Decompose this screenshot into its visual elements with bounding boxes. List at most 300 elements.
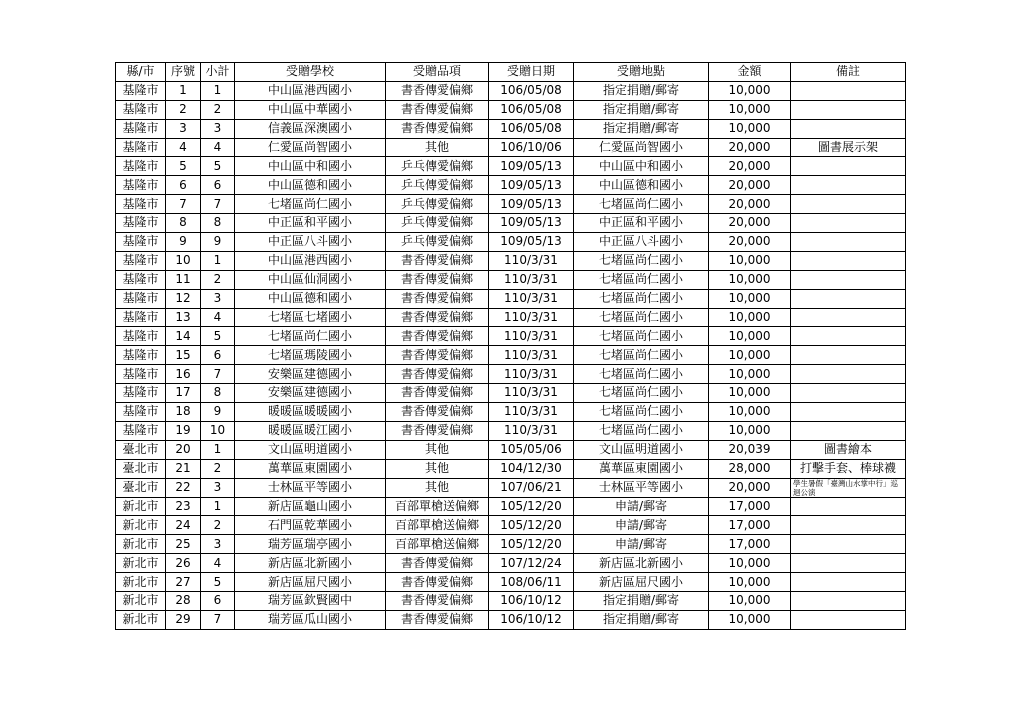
table-row bbox=[116, 440, 906, 459]
cell-school: 七堵區瑪陵國小 bbox=[235, 346, 386, 365]
cell-county: 基隆市 bbox=[116, 100, 166, 119]
cell-county: 基隆市 bbox=[116, 327, 166, 346]
cell-remark bbox=[791, 327, 906, 346]
header-item: 受贈品項 bbox=[386, 63, 489, 82]
cell-amount: 28,000 bbox=[709, 459, 791, 478]
cell-subtotal: 7 bbox=[201, 195, 235, 214]
cell-seq: 22 bbox=[166, 478, 201, 497]
cell-remark: 圖書繪本 bbox=[791, 440, 906, 459]
cell-remark bbox=[791, 233, 906, 252]
cell-school: 新店區龜山國小 bbox=[235, 497, 386, 516]
cell-county: 基隆市 bbox=[116, 214, 166, 233]
cell-subtotal: 5 bbox=[201, 157, 235, 176]
cell-amount: 10,000 bbox=[709, 573, 791, 592]
header-county: 縣/市 bbox=[116, 63, 166, 82]
cell-item: 書香傳愛偏鄉 bbox=[386, 270, 489, 289]
cell-item: 乒乓傳愛偏鄉 bbox=[386, 233, 489, 252]
cell-seq: 21 bbox=[166, 459, 201, 478]
cell-school: 新店區屈尺國小 bbox=[235, 573, 386, 592]
table-row bbox=[116, 138, 906, 157]
cell-seq: 3 bbox=[166, 119, 201, 138]
cell-item: 書香傳愛偏鄉 bbox=[386, 365, 489, 384]
cell-subtotal: 2 bbox=[201, 270, 235, 289]
cell-remark: 學生暑假「臺灣山水掌中行」巡迴公演 bbox=[791, 478, 906, 497]
cell-remark bbox=[791, 610, 906, 629]
cell-amount: 10,000 bbox=[709, 119, 791, 138]
cell-amount: 10,000 bbox=[709, 100, 791, 119]
cell-seq: 28 bbox=[166, 592, 201, 611]
cell-item: 乒乓傳愛偏鄉 bbox=[386, 214, 489, 233]
cell-remark bbox=[791, 573, 906, 592]
cell-seq: 6 bbox=[166, 176, 201, 195]
cell-item: 書香傳愛偏鄉 bbox=[386, 251, 489, 270]
cell-seq: 15 bbox=[166, 346, 201, 365]
cell-date: 109/05/13 bbox=[489, 214, 574, 233]
cell-seq: 11 bbox=[166, 270, 201, 289]
cell-seq: 12 bbox=[166, 289, 201, 308]
cell-seq: 19 bbox=[166, 421, 201, 440]
cell-school: 中山區港西國小 bbox=[235, 251, 386, 270]
table-row bbox=[116, 81, 906, 100]
cell-subtotal: 6 bbox=[201, 592, 235, 611]
cell-seq: 16 bbox=[166, 365, 201, 384]
cell-remark bbox=[791, 214, 906, 233]
table-row bbox=[116, 327, 906, 346]
table-row bbox=[116, 478, 906, 497]
cell-seq: 2 bbox=[166, 100, 201, 119]
cell-remark bbox=[791, 365, 906, 384]
cell-location: 中正區和平國小 bbox=[574, 214, 709, 233]
cell-remark bbox=[791, 421, 906, 440]
cell-school: 七堵區尚仁國小 bbox=[235, 195, 386, 214]
table-row bbox=[116, 365, 906, 384]
cell-subtotal: 8 bbox=[201, 214, 235, 233]
cell-seq: 23 bbox=[166, 497, 201, 516]
cell-location: 新店區北新國小 bbox=[574, 554, 709, 573]
cell-school: 中山區港西國小 bbox=[235, 81, 386, 100]
cell-item: 其他 bbox=[386, 459, 489, 478]
header-remark: 備註 bbox=[791, 63, 906, 82]
cell-remark bbox=[791, 176, 906, 195]
cell-amount: 10,000 bbox=[709, 384, 791, 403]
cell-date: 105/12/20 bbox=[489, 535, 574, 554]
cell-location: 七堵區尚仁國小 bbox=[574, 270, 709, 289]
cell-subtotal: 6 bbox=[201, 346, 235, 365]
cell-amount: 10,000 bbox=[709, 346, 791, 365]
table-row bbox=[116, 176, 906, 195]
cell-county: 基隆市 bbox=[116, 270, 166, 289]
cell-subtotal: 7 bbox=[201, 365, 235, 384]
cell-item: 百部單槍送偏鄉 bbox=[386, 535, 489, 554]
cell-school: 中正區和平國小 bbox=[235, 214, 386, 233]
cell-remark: 打擊手套、棒球襪 bbox=[791, 459, 906, 478]
cell-seq: 14 bbox=[166, 327, 201, 346]
cell-date: 109/05/13 bbox=[489, 176, 574, 195]
cell-county: 基隆市 bbox=[116, 195, 166, 214]
cell-seq: 24 bbox=[166, 516, 201, 535]
cell-amount: 10,000 bbox=[709, 554, 791, 573]
cell-subtotal: 2 bbox=[201, 100, 235, 119]
cell-date: 109/05/13 bbox=[489, 157, 574, 176]
cell-item: 百部單槍送偏鄉 bbox=[386, 497, 489, 516]
donation-table bbox=[115, 62, 906, 630]
cell-subtotal: 3 bbox=[201, 119, 235, 138]
cell-school: 瑞芳區瑞亭國小 bbox=[235, 535, 386, 554]
cell-school: 中山區德和國小 bbox=[235, 289, 386, 308]
cell-school: 七堵區尚仁國小 bbox=[235, 327, 386, 346]
cell-school: 中山區仙洞國小 bbox=[235, 270, 386, 289]
cell-location: 七堵區尚仁國小 bbox=[574, 365, 709, 384]
cell-amount: 10,000 bbox=[709, 365, 791, 384]
cell-location: 指定捐贈/郵寄 bbox=[574, 81, 709, 100]
cell-remark bbox=[791, 289, 906, 308]
cell-subtotal: 3 bbox=[201, 478, 235, 497]
cell-location: 七堵區尚仁國小 bbox=[574, 346, 709, 365]
cell-county: 基隆市 bbox=[116, 421, 166, 440]
cell-item: 書香傳愛偏鄉 bbox=[386, 289, 489, 308]
header-subtotal: 小計 bbox=[201, 63, 235, 82]
header-location: 受贈地點 bbox=[574, 63, 709, 82]
cell-seq: 13 bbox=[166, 308, 201, 327]
cell-date: 106/05/08 bbox=[489, 100, 574, 119]
cell-amount: 20,000 bbox=[709, 214, 791, 233]
cell-location: 七堵區尚仁國小 bbox=[574, 327, 709, 346]
cell-amount: 20,000 bbox=[709, 176, 791, 195]
cell-subtotal: 1 bbox=[201, 251, 235, 270]
cell-amount: 20,000 bbox=[709, 157, 791, 176]
cell-subtotal: 5 bbox=[201, 573, 235, 592]
cell-location: 文山區明道國小 bbox=[574, 440, 709, 459]
cell-amount: 20,039 bbox=[709, 440, 791, 459]
cell-remark bbox=[791, 119, 906, 138]
cell-date: 110/3/31 bbox=[489, 365, 574, 384]
cell-school: 暖暖區暖暖國小 bbox=[235, 403, 386, 422]
cell-item: 書香傳愛偏鄉 bbox=[386, 554, 489, 573]
cell-county: 基隆市 bbox=[116, 365, 166, 384]
cell-school: 信義區深澳國小 bbox=[235, 119, 386, 138]
cell-remark bbox=[791, 308, 906, 327]
cell-location: 士林區平等國小 bbox=[574, 478, 709, 497]
cell-subtotal: 1 bbox=[201, 497, 235, 516]
cell-remark bbox=[791, 554, 906, 573]
cell-item: 書香傳愛偏鄉 bbox=[386, 308, 489, 327]
cell-amount: 10,000 bbox=[709, 327, 791, 346]
cell-location: 七堵區尚仁國小 bbox=[574, 421, 709, 440]
cell-amount: 10,000 bbox=[709, 403, 791, 422]
cell-school: 瑞芳區欽賢國中 bbox=[235, 592, 386, 611]
cell-school: 中山區中華國小 bbox=[235, 100, 386, 119]
cell-date: 109/05/13 bbox=[489, 195, 574, 214]
cell-county: 基隆市 bbox=[116, 308, 166, 327]
cell-remark bbox=[791, 403, 906, 422]
cell-subtotal: 9 bbox=[201, 403, 235, 422]
table-row bbox=[116, 403, 906, 422]
cell-date: 105/05/06 bbox=[489, 440, 574, 459]
table-row bbox=[116, 535, 906, 554]
cell-school: 石門區乾華國小 bbox=[235, 516, 386, 535]
cell-item: 其他 bbox=[386, 478, 489, 497]
cell-date: 106/10/12 bbox=[489, 610, 574, 629]
cell-seq: 27 bbox=[166, 573, 201, 592]
cell-location: 中正區八斗國小 bbox=[574, 233, 709, 252]
cell-date: 106/05/08 bbox=[489, 81, 574, 100]
cell-date: 104/12/30 bbox=[489, 459, 574, 478]
cell-subtotal: 4 bbox=[201, 308, 235, 327]
cell-remark bbox=[791, 497, 906, 516]
cell-school: 仁愛區尚智國小 bbox=[235, 138, 386, 157]
cell-subtotal: 2 bbox=[201, 516, 235, 535]
table-row bbox=[116, 308, 906, 327]
cell-school: 中山區中和國小 bbox=[235, 157, 386, 176]
cell-county: 臺北市 bbox=[116, 478, 166, 497]
cell-county: 基隆市 bbox=[116, 157, 166, 176]
cell-remark bbox=[791, 346, 906, 365]
cell-county: 基隆市 bbox=[116, 138, 166, 157]
cell-location: 申請/郵寄 bbox=[574, 497, 709, 516]
cell-county: 新北市 bbox=[116, 573, 166, 592]
cell-amount: 20,000 bbox=[709, 138, 791, 157]
cell-date: 105/12/20 bbox=[489, 516, 574, 535]
cell-subtotal: 6 bbox=[201, 176, 235, 195]
header-school: 受贈學校 bbox=[235, 63, 386, 82]
table-body bbox=[116, 81, 906, 629]
cell-amount: 10,000 bbox=[709, 421, 791, 440]
cell-county: 新北市 bbox=[116, 610, 166, 629]
cell-remark bbox=[791, 195, 906, 214]
cell-amount: 10,000 bbox=[709, 308, 791, 327]
table-row bbox=[116, 554, 906, 573]
cell-item: 書香傳愛偏鄉 bbox=[386, 403, 489, 422]
cell-date: 110/3/31 bbox=[489, 327, 574, 346]
table-row bbox=[116, 270, 906, 289]
cell-subtotal: 9 bbox=[201, 233, 235, 252]
table-row bbox=[116, 610, 906, 629]
cell-location: 申請/郵寄 bbox=[574, 535, 709, 554]
cell-seq: 7 bbox=[166, 195, 201, 214]
cell-location: 中山區中和國小 bbox=[574, 157, 709, 176]
cell-amount: 20,000 bbox=[709, 233, 791, 252]
cell-item: 乒乓傳愛偏鄉 bbox=[386, 195, 489, 214]
cell-date: 109/05/13 bbox=[489, 233, 574, 252]
table-row bbox=[116, 214, 906, 233]
cell-subtotal: 2 bbox=[201, 459, 235, 478]
cell-remark bbox=[791, 384, 906, 403]
cell-date: 110/3/31 bbox=[489, 270, 574, 289]
cell-county: 基隆市 bbox=[116, 251, 166, 270]
cell-remark bbox=[791, 592, 906, 611]
table-header-row bbox=[116, 63, 906, 82]
cell-subtotal: 5 bbox=[201, 327, 235, 346]
cell-county: 基隆市 bbox=[116, 346, 166, 365]
cell-location: 指定捐贈/郵寄 bbox=[574, 100, 709, 119]
cell-date: 110/3/31 bbox=[489, 421, 574, 440]
table-row bbox=[116, 157, 906, 176]
cell-county: 基隆市 bbox=[116, 176, 166, 195]
table-row bbox=[116, 592, 906, 611]
cell-remark bbox=[791, 100, 906, 119]
cell-remark bbox=[791, 516, 906, 535]
cell-school: 中正區八斗國小 bbox=[235, 233, 386, 252]
cell-seq: 17 bbox=[166, 384, 201, 403]
cell-item: 乒乓傳愛偏鄉 bbox=[386, 157, 489, 176]
cell-date: 107/12/24 bbox=[489, 554, 574, 573]
cell-date: 110/3/31 bbox=[489, 403, 574, 422]
cell-date: 110/3/31 bbox=[489, 346, 574, 365]
table-row bbox=[116, 516, 906, 535]
cell-subtotal: 1 bbox=[201, 81, 235, 100]
cell-location: 新店區屈尺國小 bbox=[574, 573, 709, 592]
cell-location: 萬華區東園國小 bbox=[574, 459, 709, 478]
cell-date: 106/05/08 bbox=[489, 119, 574, 138]
cell-location: 七堵區尚仁國小 bbox=[574, 384, 709, 403]
cell-item: 書香傳愛偏鄉 bbox=[386, 384, 489, 403]
cell-county: 基隆市 bbox=[116, 289, 166, 308]
cell-subtotal: 3 bbox=[201, 289, 235, 308]
cell-seq: 26 bbox=[166, 554, 201, 573]
cell-seq: 10 bbox=[166, 251, 201, 270]
cell-remark: 圖書展示架 bbox=[791, 138, 906, 157]
table-row bbox=[116, 289, 906, 308]
cell-item: 書香傳愛偏鄉 bbox=[386, 421, 489, 440]
cell-date: 108/06/11 bbox=[489, 573, 574, 592]
cell-school: 七堵區七堵國小 bbox=[235, 308, 386, 327]
cell-item: 書香傳愛偏鄉 bbox=[386, 327, 489, 346]
cell-county: 新北市 bbox=[116, 497, 166, 516]
cell-date: 110/3/31 bbox=[489, 289, 574, 308]
cell-location: 指定捐贈/郵寄 bbox=[574, 610, 709, 629]
cell-amount: 10,000 bbox=[709, 289, 791, 308]
table-row bbox=[116, 100, 906, 119]
cell-item: 乒乓傳愛偏鄉 bbox=[386, 176, 489, 195]
table-row bbox=[116, 421, 906, 440]
cell-subtotal: 1 bbox=[201, 440, 235, 459]
table-row bbox=[116, 384, 906, 403]
cell-amount: 17,000 bbox=[709, 535, 791, 554]
cell-amount: 10,000 bbox=[709, 592, 791, 611]
cell-amount: 10,000 bbox=[709, 610, 791, 629]
cell-date: 105/12/20 bbox=[489, 497, 574, 516]
cell-item: 書香傳愛偏鄉 bbox=[386, 573, 489, 592]
cell-county: 基隆市 bbox=[116, 403, 166, 422]
cell-county: 基隆市 bbox=[116, 384, 166, 403]
cell-date: 106/10/06 bbox=[489, 138, 574, 157]
table-sheet bbox=[115, 62, 906, 630]
cell-location: 中山區德和國小 bbox=[574, 176, 709, 195]
cell-county: 新北市 bbox=[116, 554, 166, 573]
cell-item: 其他 bbox=[386, 440, 489, 459]
cell-subtotal: 4 bbox=[201, 138, 235, 157]
cell-seq: 1 bbox=[166, 81, 201, 100]
cell-subtotal: 10 bbox=[201, 421, 235, 440]
cell-seq: 8 bbox=[166, 214, 201, 233]
cell-item: 書香傳愛偏鄉 bbox=[386, 81, 489, 100]
table-row bbox=[116, 233, 906, 252]
cell-amount: 10,000 bbox=[709, 270, 791, 289]
cell-subtotal: 7 bbox=[201, 610, 235, 629]
cell-amount: 20,000 bbox=[709, 478, 791, 497]
cell-subtotal: 4 bbox=[201, 554, 235, 573]
table-row bbox=[116, 497, 906, 516]
cell-seq: 4 bbox=[166, 138, 201, 157]
cell-seq: 18 bbox=[166, 403, 201, 422]
cell-item: 書香傳愛偏鄉 bbox=[386, 346, 489, 365]
cell-school: 瑞芳區瓜山國小 bbox=[235, 610, 386, 629]
cell-school: 中山區德和國小 bbox=[235, 176, 386, 195]
cell-item: 書香傳愛偏鄉 bbox=[386, 610, 489, 629]
cell-school: 暖暖區暖江國小 bbox=[235, 421, 386, 440]
cell-item: 書香傳愛偏鄉 bbox=[386, 592, 489, 611]
cell-remark bbox=[791, 81, 906, 100]
cell-amount: 17,000 bbox=[709, 497, 791, 516]
cell-location: 七堵區尚仁國小 bbox=[574, 308, 709, 327]
header-seq: 序號 bbox=[166, 63, 201, 82]
cell-school: 文山區明道國小 bbox=[235, 440, 386, 459]
cell-county: 新北市 bbox=[116, 535, 166, 554]
cell-item: 書香傳愛偏鄉 bbox=[386, 119, 489, 138]
cell-amount: 17,000 bbox=[709, 516, 791, 535]
cell-date: 110/3/31 bbox=[489, 251, 574, 270]
table-row bbox=[116, 195, 906, 214]
cell-remark bbox=[791, 157, 906, 176]
cell-school: 安樂區建德國小 bbox=[235, 384, 386, 403]
cell-county: 基隆市 bbox=[116, 81, 166, 100]
cell-location: 指定捐贈/郵寄 bbox=[574, 592, 709, 611]
table-row bbox=[116, 251, 906, 270]
cell-seq: 20 bbox=[166, 440, 201, 459]
cell-amount: 10,000 bbox=[709, 251, 791, 270]
cell-date: 110/3/31 bbox=[489, 308, 574, 327]
table-row bbox=[116, 119, 906, 138]
cell-amount: 20,000 bbox=[709, 195, 791, 214]
table-row bbox=[116, 459, 906, 478]
cell-school: 新店區北新國小 bbox=[235, 554, 386, 573]
cell-county: 臺北市 bbox=[116, 459, 166, 478]
cell-remark bbox=[791, 535, 906, 554]
cell-location: 指定捐贈/郵寄 bbox=[574, 119, 709, 138]
cell-county: 臺北市 bbox=[116, 440, 166, 459]
cell-date: 107/06/21 bbox=[489, 478, 574, 497]
table-row bbox=[116, 573, 906, 592]
cell-seq: 25 bbox=[166, 535, 201, 554]
cell-county: 新北市 bbox=[116, 592, 166, 611]
cell-subtotal: 3 bbox=[201, 535, 235, 554]
cell-remark bbox=[791, 251, 906, 270]
cell-school: 士林區平等國小 bbox=[235, 478, 386, 497]
cell-school: 安樂區建德國小 bbox=[235, 365, 386, 384]
table-row bbox=[116, 346, 906, 365]
header-date: 受贈日期 bbox=[489, 63, 574, 82]
cell-item: 百部單槍送偏鄉 bbox=[386, 516, 489, 535]
cell-date: 110/3/31 bbox=[489, 384, 574, 403]
cell-item: 書香傳愛偏鄉 bbox=[386, 100, 489, 119]
cell-location: 七堵區尚仁國小 bbox=[574, 289, 709, 308]
cell-location: 七堵區尚仁國小 bbox=[574, 251, 709, 270]
cell-location: 申請/郵寄 bbox=[574, 516, 709, 535]
cell-location: 七堵區尚仁國小 bbox=[574, 195, 709, 214]
cell-seq: 29 bbox=[166, 610, 201, 629]
cell-date: 106/10/12 bbox=[489, 592, 574, 611]
cell-county: 新北市 bbox=[116, 516, 166, 535]
cell-remark bbox=[791, 270, 906, 289]
cell-school: 萬華區東園國小 bbox=[235, 459, 386, 478]
cell-subtotal: 8 bbox=[201, 384, 235, 403]
header-amount: 金額 bbox=[709, 63, 791, 82]
cell-seq: 5 bbox=[166, 157, 201, 176]
cell-seq: 9 bbox=[166, 233, 201, 252]
cell-item: 其他 bbox=[386, 138, 489, 157]
cell-county: 基隆市 bbox=[116, 233, 166, 252]
cell-amount: 10,000 bbox=[709, 81, 791, 100]
